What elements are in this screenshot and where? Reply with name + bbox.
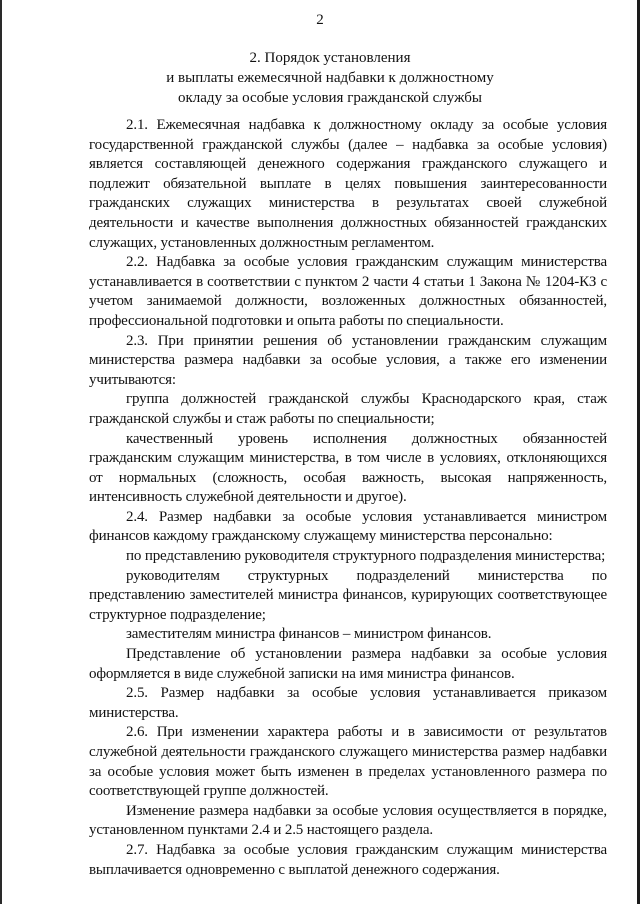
- paragraph-2-4: 2.4. Размер надбавки за особые условия устанавливается министром финансов каждому гражданскому служащему министерства персонально:: [89, 508, 607, 545]
- paragraph-2-7: 2.7. Надбавка за особые условия гражданским служащим министерства выплачивается одновременно с выплатой денежного содержания.: [89, 841, 607, 878]
- section-heading-line-3: окладу за особые условия гражданской службы: [178, 90, 482, 106]
- document-body: [89, 116, 607, 880]
- paragraph-2-4-item-3: заместителям министра финансов – министром финансов.: [126, 626, 492, 643]
- paragraph-2-6: 2.6. При изменении характера работы и в зависимости от результатов служебной деятельности гражданского служащего министерства размер надбавки за особые условия может быть изменен в пределах установленного размера по соответствующей группе должностей.: [89, 724, 607, 800]
- paragraph-2-6-note: Изменение размера надбавки за особые условия осуществляется в порядке, установленном пунктами 2.4 и 2.5 настоящего раздела.: [89, 802, 607, 839]
- section-heading-line-2: и выплаты ежемесячной надбавки к должностному: [166, 70, 494, 86]
- paragraph-2-2: 2.2. Надбавка за особые условия гражданским служащим министерства устанавливается в соответствии с пунктом 2 части 4 статьи 1 Закона № 1204-КЗ с учетом занимаемой должности, возложенных должностных обязанностей, профессиональной подготовки и опыта работы по специальности.: [89, 254, 607, 329]
- paragraph-2-3: 2.3. При принятии решения об установлении гражданским служащим министерства размера надбавки за особые условия, а также его изменении учитываются:: [89, 332, 607, 388]
- section-heading-line-1: 2. Порядок установления: [249, 50, 411, 66]
- section-heading: [80, 48, 580, 108]
- paragraph-2-4-item-2: руководителям структурных подразделений министерства по представлению заместителей министра финансов, курирующих соответствующее структурное подразделение;: [89, 567, 607, 623]
- paragraph-2-3-item-2: качественный уровень исполнения должностных обязанностей гражданским служащим министерства, в том числе в условиях, отклоняющихся от нормальных (сложность, особая важность, высокая напряженность, интенсивность служебной деятельности и другое).: [89, 430, 607, 506]
- paragraph-2-5: 2.5. Размер надбавки за особые условия устанавливается приказом министерства.: [89, 685, 607, 721]
- page-number: 2: [316, 12, 324, 28]
- paragraph-2-3-item-1: группа должностей гражданской службы Краснодарского края, стаж гражданской службы и стаж работы по специальности;: [89, 391, 607, 427]
- paragraph-2-1: 2.1. Ежемесячная надбавка к должностному окладу за особые условия государственной гражданской службы (далее – надбавка за особые условия) является составляющей денежного содержания гражданского служащего и подлежит обязательной выплате в целях повышения заинтересованности гражданских служащих министерства в результатах своей служебной деятельности и качестве выполнения должностных обязанностей гражданских служащих, установленных должностным регламентом.: [89, 117, 607, 251]
- scan-edge-left: [0, 0, 2, 904]
- paragraph-2-4-item-1: по представлению руководителя структурного подразделения министерства;: [126, 548, 606, 565]
- paragraph-2-4-note: Представление об установлении размера надбавки за особые условия оформляется в виде служебной записки на имя министра финансов.: [89, 646, 607, 682]
